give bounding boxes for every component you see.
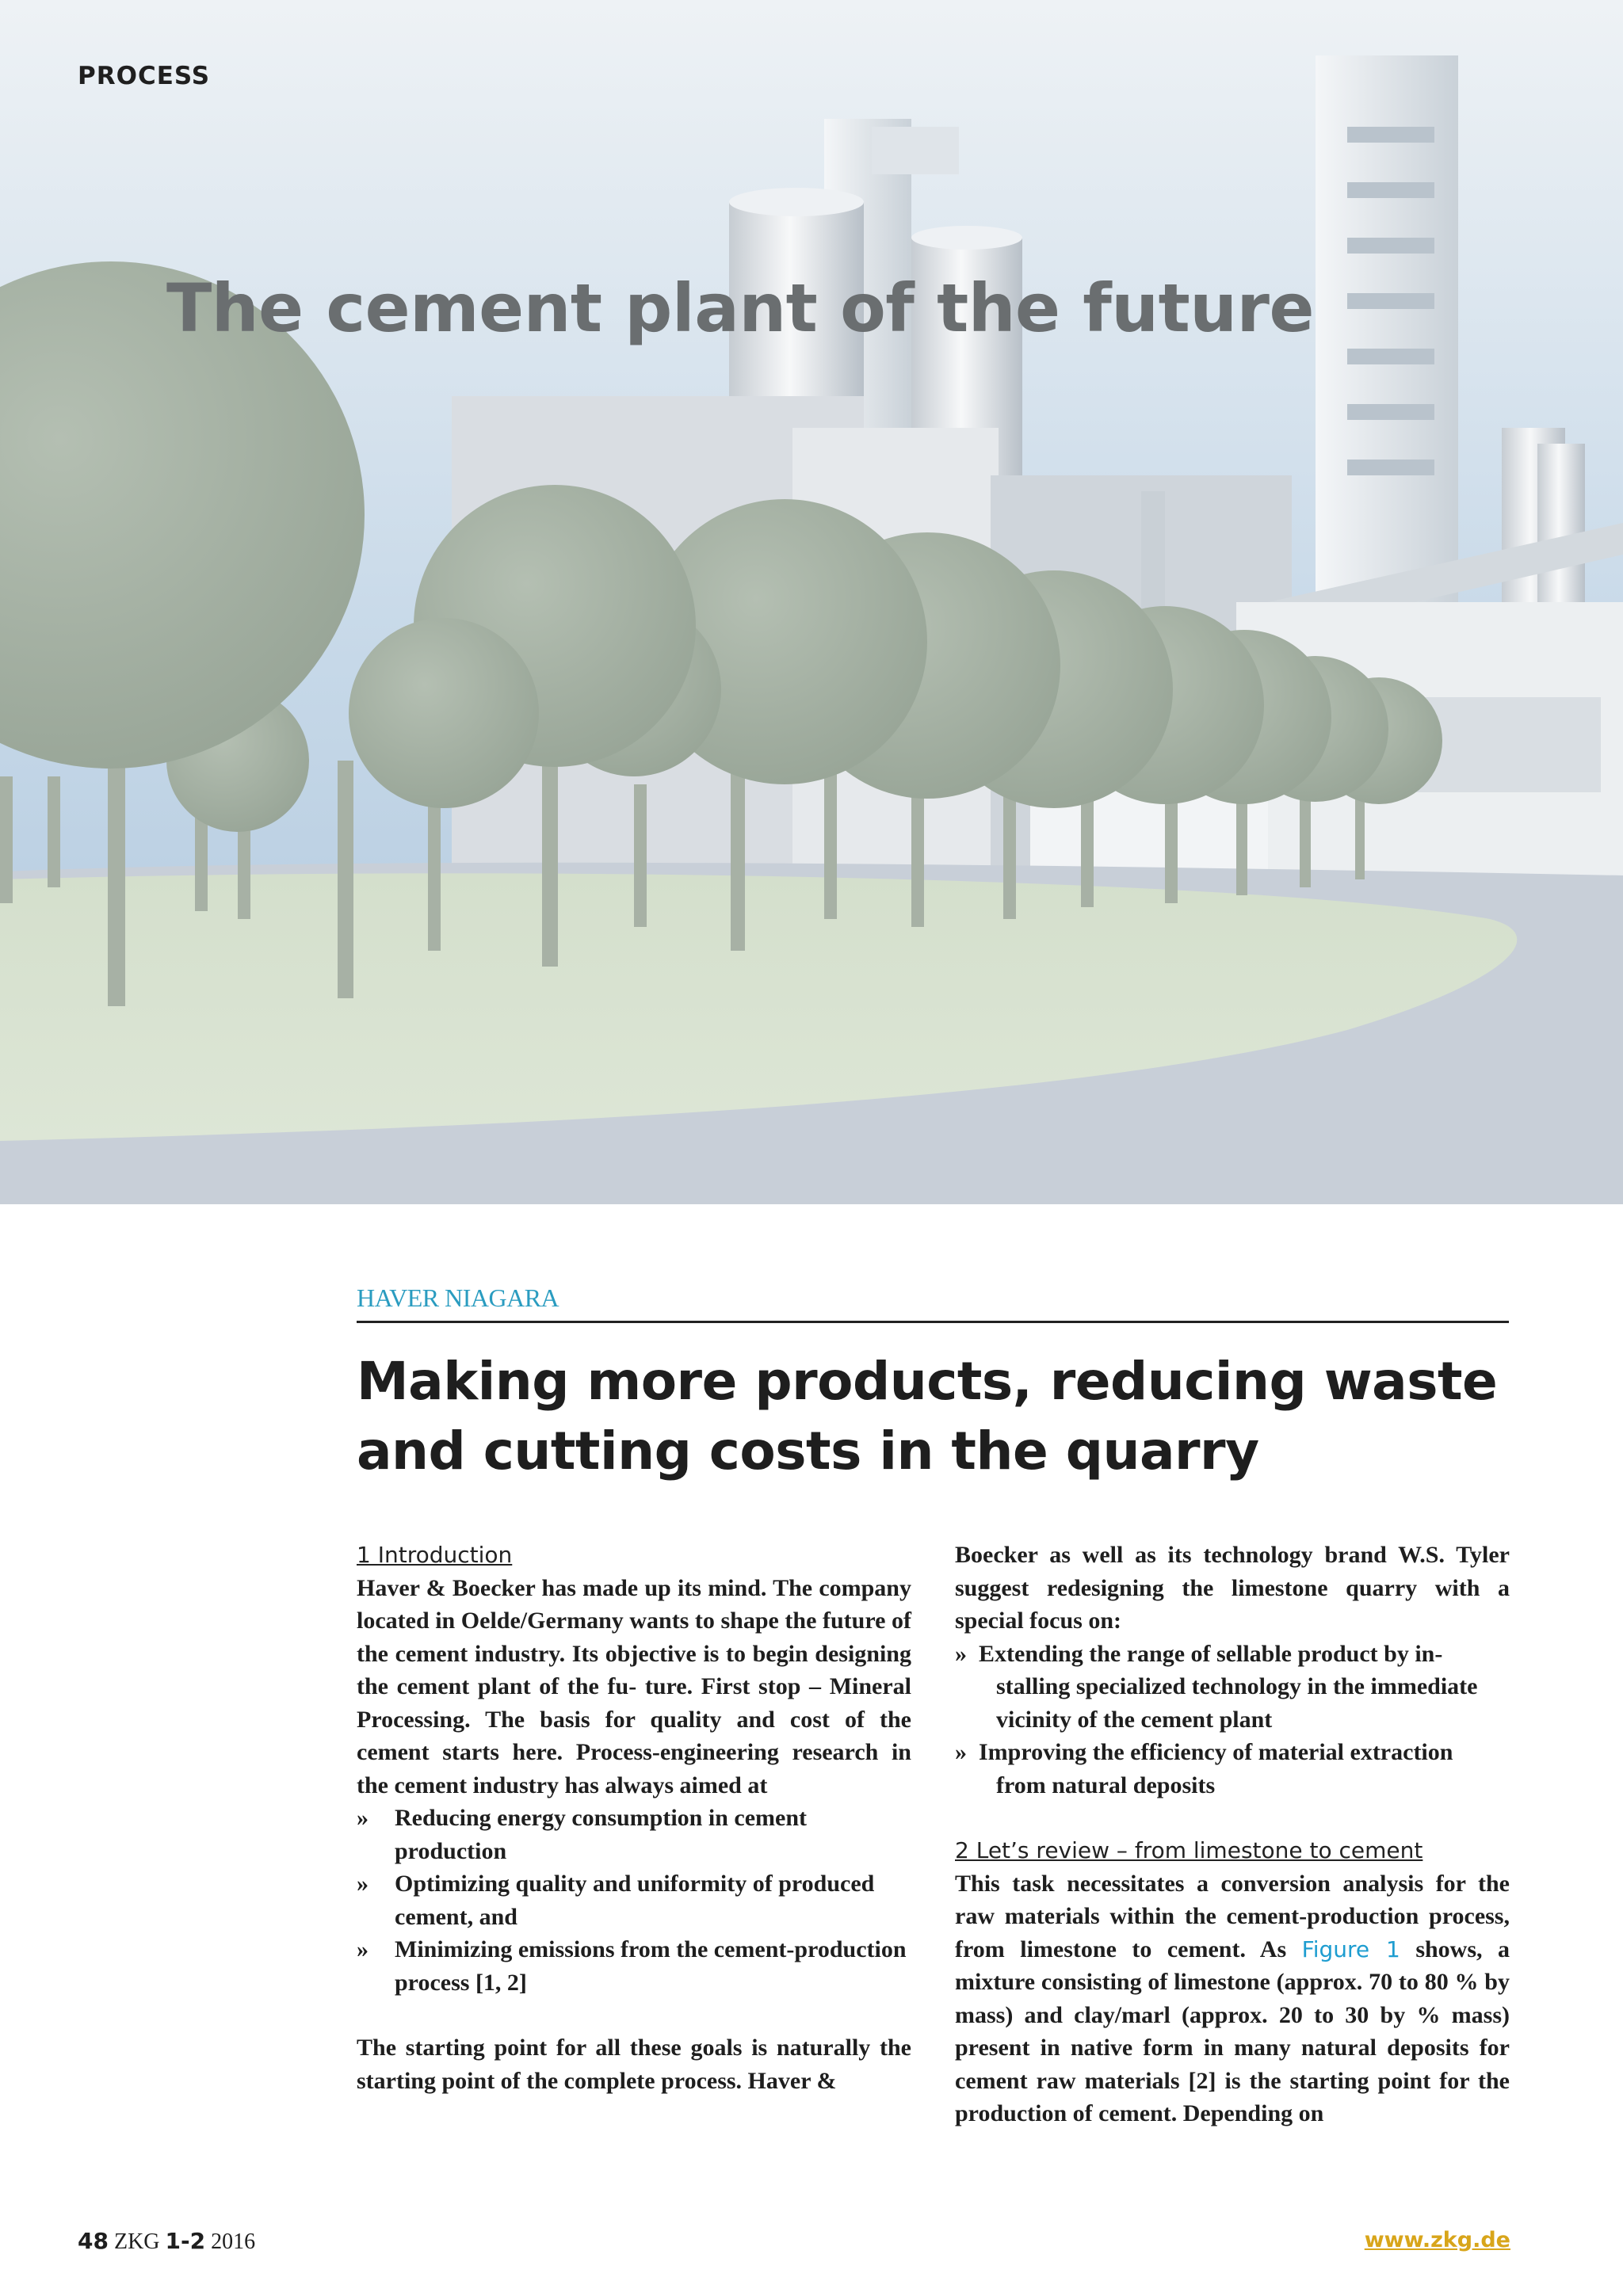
section-label: PROCESS (78, 62, 211, 90)
section-2-text-part: This task necessitates a conversion analysis for the raw materials within the cement-production process, from limestone to cement. As (955, 1870, 1510, 1962)
journal-name: ZKG (113, 2229, 160, 2254)
bullet-mark: » (955, 1739, 967, 1765)
list-item-text: Optimizing quality and uniformity of produced cement, and (395, 1871, 875, 1930)
journal-website-link[interactable]: www.zkg.de (1364, 2228, 1510, 2252)
issue-number: 1-2 (165, 2228, 206, 2254)
section-1-closing: The starting point for all these goals is naturally the starting point of the complete process. Haver & (357, 2035, 911, 2094)
list-item-text: Improving the efficiency of material extraction (979, 1739, 1453, 1765)
section-2-text-part: shows, a mixture consisting of limestone (approx. 70 to 80 % by mass) and clay/marl (approx. 20 to 30 by % mass) present in native form in many natural deposits for cement raw materials [2] is the starting point for the production of cement. Depending on (955, 1936, 1510, 2126)
section-2-text (955, 1867, 1510, 2130)
bullet-mark: » (357, 1805, 369, 1831)
footer-page-info (78, 2228, 255, 2255)
page-number: 48 (78, 2228, 109, 2254)
section-1-heading: 1 Introduction (357, 1542, 513, 1568)
list-item (357, 1802, 911, 1867)
list-item (357, 1933, 911, 1999)
hero-title: The cement plant of the future (166, 269, 1314, 347)
kicker-divider (357, 1321, 1509, 1323)
issue-year: 2016 (211, 2229, 256, 2254)
figure-1-link[interactable]: Figure 1 (1301, 1936, 1400, 1962)
paragraph-gap (955, 1802, 1510, 1834)
list-item-text: Extending the range of sellable product by in- (979, 1640, 1443, 1667)
list-item-text: from natural deposits (996, 1772, 1216, 1798)
list-item (955, 1736, 1510, 1802)
article-headline: Making more products, reducing waste and cutting costs in the quarry (357, 1351, 1498, 1482)
goals-list (357, 1802, 911, 1999)
list-item-text: Minimizing emissions from the cement-production process [1, 2] (395, 1936, 907, 1996)
bullet-mark: » (955, 1640, 967, 1667)
section-2-heading: 2 Let’s review – from limestone to cement (955, 1837, 1423, 1863)
list-item (357, 1867, 911, 1933)
continuation-text: Boecker as well as its technology brand W.S. Tyler suggest redesigning the limestone quarry with a special focus on: (955, 1542, 1510, 1634)
section-1-intro: Haver & Boecker has made up its mind. The company located in Oelde/Germany wants to shape the future of the cement industry. Its objective is to begin designing the cement plant of the fu- ture. First stop – Mineral Processing. The basis for quality and cost of the cement starts here. Process-engineering research in the cement industry has always aimed at (357, 1574, 911, 1798)
paragraph-gap (357, 1999, 911, 2031)
bullet-mark: » (357, 1871, 369, 1897)
column-right (955, 1539, 1510, 2130)
bullet-mark: » (357, 1936, 369, 1962)
list-item (955, 1638, 1510, 1737)
article-kicker: HAVER NIAGARA (357, 1283, 559, 1312)
column-left (357, 1539, 911, 2097)
list-item-text: Reducing energy consumption in cement production (395, 1805, 807, 1864)
focus-list (955, 1638, 1510, 1802)
list-item-text: stalling specialized technology in the immediate vicinity of the cement plant (996, 1673, 1478, 1733)
